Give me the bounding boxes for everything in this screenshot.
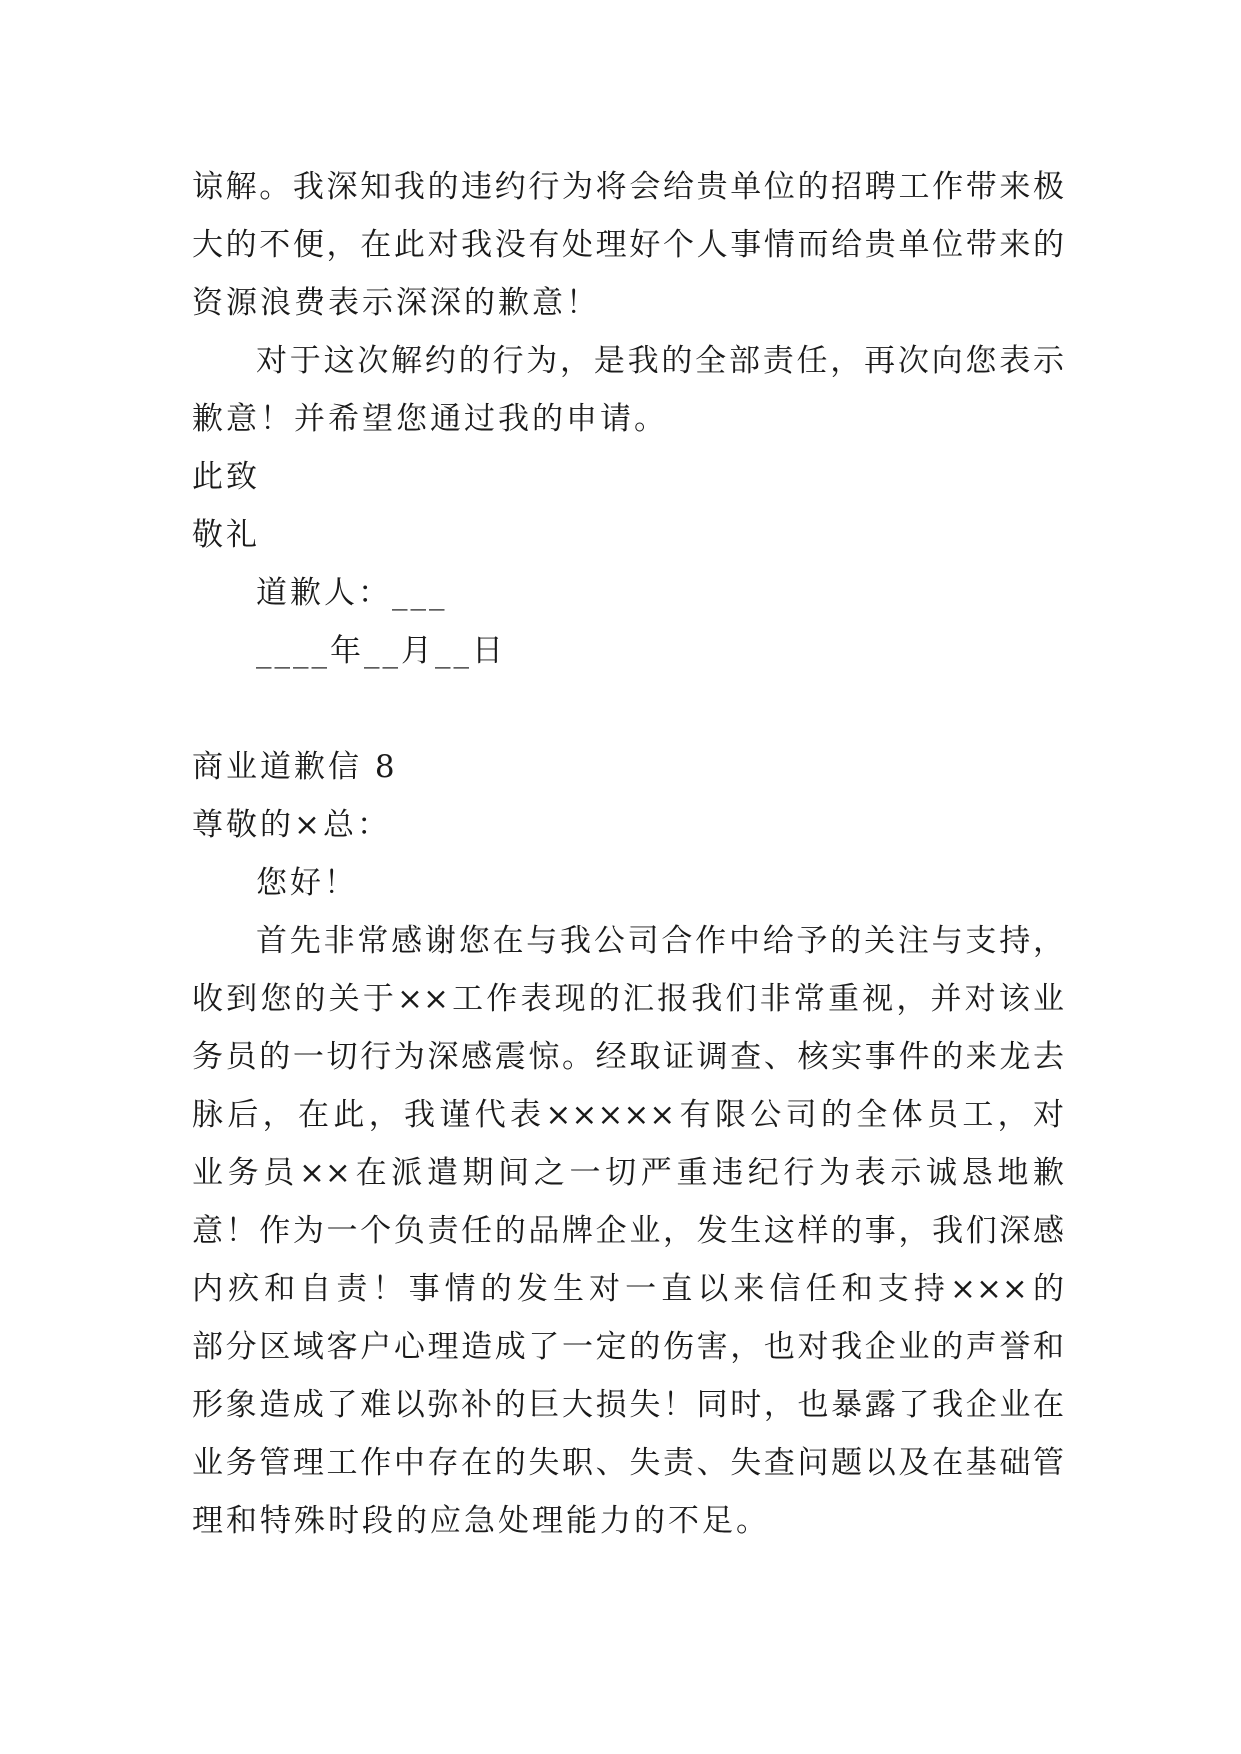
paragraph-line: 对于这次解约的行为，是我的全部责任，再次向您表示 xyxy=(256,343,1064,379)
paragraph-line: 资源浪费表示深深的歉意！ xyxy=(192,285,600,321)
paragraph-line: 歉意！并希望您通过我的申请。 xyxy=(192,401,668,437)
paragraph-line: 理和特殊时段的应急处理能力的不足。 xyxy=(192,1503,770,1539)
greeting: 您好！ xyxy=(256,865,358,901)
paragraph-line: 部分区域客户心理造成了一定的伤害，也对我企业的声誉和 xyxy=(192,1329,1064,1365)
paragraph-line: 务员的一切行为深感震惊。经取证调查、核实事件的来龙去 xyxy=(192,1039,1064,1075)
document-page xyxy=(192,158,1064,1550)
paragraph-line: 收到您的关于××工作表现的汇报我们非常重视，并对该业 xyxy=(192,981,1064,1017)
paragraph-line: 业务员××在派遣期间之一切严重违纪行为表示诚恳地歉 xyxy=(192,1155,1064,1191)
paragraph-line: 内疚和自责！事情的发生对一直以来信任和支持×××的 xyxy=(192,1271,1064,1307)
paragraph-line: 大的不便，在此对我没有处理好个人事情而给贵单位带来的 xyxy=(192,227,1064,263)
paragraph-line: 意！作为一个负责任的品牌企业，发生这样的事，我们深感 xyxy=(192,1213,1064,1249)
paragraph-line: 脉后，在此，我谨代表×××××有限公司的全体员工，对 xyxy=(192,1097,1064,1133)
salutation: 尊敬的×总： xyxy=(192,807,391,843)
letter-title: 商业道歉信 8 xyxy=(192,749,398,785)
paragraph-line: 谅解。我深知我的违约行为将会给贵单位的招聘工作带来极 xyxy=(192,169,1064,205)
paragraph-line: 形象造成了难以弥补的巨大损失！同时，也暴露了我企业在 xyxy=(192,1387,1064,1423)
closing-text: 敬礼 xyxy=(192,517,260,553)
paragraph-line: 业务管理工作中存在的失职、失责、失查问题以及在基础管 xyxy=(192,1445,1064,1481)
signature-line: 道歉人：___ xyxy=(256,575,448,611)
closing-text: 此致 xyxy=(192,459,260,495)
date-line: ____年__月__日 xyxy=(256,633,506,669)
paragraph-line: 首先非常感谢您在与我公司合作中给予的关注与支持， xyxy=(256,923,1064,959)
section-gap xyxy=(192,680,1064,738)
